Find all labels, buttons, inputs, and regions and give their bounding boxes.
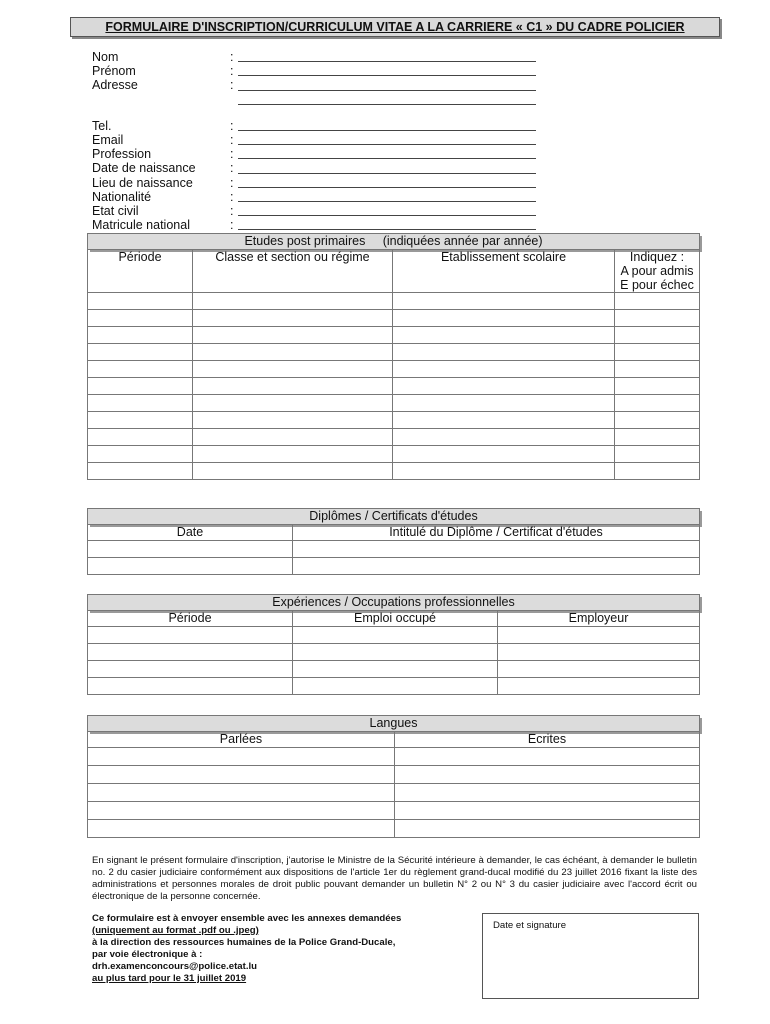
table-cell[interactable] [393, 429, 615, 446]
table-row [88, 784, 700, 802]
table-row [88, 820, 700, 838]
send-line-3: à la direction des ressources humaines de la Police Grand-Ducale, [92, 937, 396, 948]
col-parlees: Parlées [88, 732, 395, 748]
table-cell[interactable] [615, 395, 700, 412]
table-cell[interactable] [88, 446, 193, 463]
table-cell[interactable] [393, 412, 615, 429]
field-label: Nationalité [92, 189, 152, 204]
field-row [92, 161, 552, 175]
table-cell[interactable] [615, 327, 700, 344]
field-colon: : [230, 175, 234, 190]
table-cell[interactable] [88, 784, 395, 802]
send-line-2: (uniquement au format .pdf ou .jpeg) [92, 925, 259, 936]
col-emploi: Emploi occupé [293, 611, 498, 627]
field-input-line[interactable] [238, 104, 536, 105]
table-cell[interactable] [88, 310, 193, 327]
col-employeur: Employeur [498, 611, 700, 627]
field-label: Profession [92, 147, 152, 162]
diplomas-title: Diplômes / Certificats d'études [88, 509, 700, 525]
table-cell[interactable] [293, 627, 498, 644]
personal-fields [92, 50, 552, 232]
table-cell[interactable] [393, 463, 615, 480]
field-colon: : [230, 147, 234, 162]
field-row [92, 176, 552, 190]
table-row [88, 412, 700, 429]
col-classe: Classe et section ou régime [193, 250, 393, 293]
table-cell[interactable] [393, 293, 615, 310]
field-row [92, 190, 552, 204]
col-periode: Période [88, 250, 193, 293]
diplomas-table [87, 508, 700, 575]
field-label: Date de naissance [92, 161, 196, 176]
table-row [88, 802, 700, 820]
table-row [88, 766, 700, 784]
field-colon: : [230, 78, 234, 93]
languages-table [87, 715, 700, 838]
table-cell[interactable] [88, 558, 293, 575]
field-input-line[interactable] [238, 215, 536, 216]
table-cell[interactable] [393, 446, 615, 463]
table-cell[interactable] [615, 361, 700, 378]
table-cell[interactable] [393, 395, 615, 412]
field-colon: : [230, 218, 234, 233]
field-row [92, 93, 552, 107]
table-cell[interactable] [293, 661, 498, 678]
table-cell[interactable] [615, 446, 700, 463]
table-cell[interactable] [293, 644, 498, 661]
table-cell[interactable] [393, 310, 615, 327]
field-colon: : [230, 50, 234, 64]
table-cell[interactable] [293, 678, 498, 695]
signature-label: Date et signature [493, 920, 567, 931]
field-input-line[interactable] [238, 173, 536, 174]
table-row [88, 395, 700, 412]
table-cell[interactable] [193, 310, 393, 327]
table-cell[interactable] [193, 361, 393, 378]
field-row [92, 64, 552, 78]
table-cell[interactable] [498, 678, 700, 695]
field-colon: : [230, 189, 234, 204]
table-row [88, 661, 700, 678]
table-cell[interactable] [615, 412, 700, 429]
col-date: Date [88, 525, 293, 541]
send-line-1: Ce formulaire est à envoyer ensemble avec les annexes demandées [92, 913, 402, 924]
table-cell[interactable] [193, 446, 393, 463]
table-row [88, 310, 700, 327]
col-exp-periode: Période [88, 611, 293, 627]
table-cell[interactable] [88, 644, 293, 661]
col-ecrites: Ecrites [395, 732, 700, 748]
field-colon: : [230, 118, 234, 133]
table-row [88, 541, 700, 558]
field-input-line[interactable] [238, 229, 536, 230]
table-cell[interactable] [193, 429, 393, 446]
table-cell[interactable] [393, 361, 615, 378]
table-cell[interactable] [615, 463, 700, 480]
field-input-line[interactable] [238, 201, 536, 202]
table-cell[interactable] [88, 463, 193, 480]
table-row [88, 361, 700, 378]
table-cell[interactable] [193, 378, 393, 395]
form-title: FORMULAIRE D'INSCRIPTION/CURRICULUM VITAE A LA CARRIERE « C1 » DU CADRE POLICIER [70, 17, 720, 37]
table-row [88, 344, 700, 361]
table-cell[interactable] [88, 678, 293, 695]
field-colon: : [230, 161, 234, 176]
table-cell[interactable] [498, 644, 700, 661]
studies-title: Etudes post primaires (indiquées année par année) [88, 234, 700, 250]
indiquez-line-1: Indiquez : [629, 250, 685, 264]
field-input-line[interactable] [238, 75, 536, 76]
table-cell[interactable] [88, 748, 395, 766]
experiences-title: Expériences / Occupations professionnelles [88, 595, 700, 611]
deadline: au plus tard pour le 31 juillet 2019 [92, 973, 247, 984]
signature-box[interactable] [482, 913, 699, 999]
table-cell[interactable] [88, 412, 193, 429]
indiquez-line-2: A pour admis [620, 264, 694, 278]
field-label: Nom [92, 50, 119, 64]
table-cell[interactable] [293, 558, 700, 575]
table-cell[interactable] [88, 661, 293, 678]
table-cell[interactable] [193, 412, 393, 429]
experiences-table [87, 594, 700, 695]
table-cell[interactable] [393, 344, 615, 361]
table-cell[interactable] [88, 766, 395, 784]
table-row [88, 558, 700, 575]
field-input-line[interactable] [238, 90, 536, 91]
indiquez-line-3: E pour échec [620, 278, 694, 292]
field-input-line[interactable] [238, 130, 536, 131]
table-cell[interactable] [615, 344, 700, 361]
table-cell[interactable] [615, 378, 700, 395]
table-row [88, 748, 700, 766]
table-cell[interactable] [293, 541, 700, 558]
submission-instructions [92, 913, 462, 985]
table-cell[interactable] [88, 378, 193, 395]
field-row [92, 133, 552, 147]
table-cell[interactable] [393, 327, 615, 344]
field-label: Prénom [92, 64, 136, 79]
field-label: Adresse [92, 78, 138, 93]
field-row [92, 50, 552, 64]
table-row [88, 644, 700, 661]
table-cell[interactable] [193, 344, 393, 361]
field-row [92, 218, 552, 232]
table-cell[interactable] [88, 802, 395, 820]
table-cell[interactable] [88, 541, 293, 558]
field-label: Etat civil [92, 203, 139, 218]
table-row [88, 627, 700, 644]
field-label: Tel. [92, 118, 112, 133]
field-input-line[interactable] [238, 187, 536, 188]
send-line-4: par voie électronique à : [92, 949, 203, 960]
field-label: Email [92, 132, 124, 147]
table-cell[interactable] [395, 802, 700, 820]
field-input-line[interactable] [238, 144, 536, 145]
table-cell[interactable] [395, 748, 700, 766]
table-cell[interactable] [395, 766, 700, 784]
table-cell[interactable] [393, 378, 615, 395]
table-cell[interactable] [88, 361, 193, 378]
col-indiquez [615, 250, 700, 293]
table-row [88, 293, 700, 310]
field-row [92, 204, 552, 218]
studies-table [87, 233, 700, 480]
field-input-line[interactable] [238, 158, 536, 159]
table-cell[interactable] [88, 344, 193, 361]
table-cell[interactable] [88, 293, 193, 310]
contact-email: drh.examenconcours@police.etat.lu [92, 961, 258, 972]
table-cell[interactable] [193, 395, 393, 412]
table-row [88, 463, 700, 480]
table-cell[interactable] [88, 429, 193, 446]
table-cell[interactable] [615, 310, 700, 327]
table-row [88, 378, 700, 395]
col-intitule: Intitulé du Diplôme / Certificat d'études [293, 525, 700, 541]
table-row [88, 678, 700, 695]
col-etablissement: Etablissement scolaire [393, 250, 615, 293]
table-row [88, 429, 700, 446]
table-cell[interactable] [395, 820, 700, 838]
table-cell[interactable] [193, 463, 393, 480]
languages-title: Langues [88, 716, 700, 732]
table-cell[interactable] [88, 627, 293, 644]
table-row [88, 327, 700, 344]
consent-notice: En signant le présent formulaire d'inscription, j'autorise le Ministre de la Sécurité intérieure à demander, le cas échéant, à demander le bulletin no. 2 du casier judiciaire conformément aux dispositions de l'article 1er du règlement grand-ducal modifié du 23 juillet 2016 fixant la liste des administrations et personnes morales de droit public pouvant demander un bulletin N° 2 ou N° 3 du casier judiciaire avec l'accord écrit ou électronique de la personne concernée. [92, 855, 697, 902]
table-cell[interactable] [88, 395, 193, 412]
field-row [92, 119, 552, 133]
table-row [88, 446, 700, 463]
field-label: Lieu de naissance [92, 175, 193, 190]
table-cell[interactable] [193, 293, 393, 310]
table-cell[interactable] [615, 429, 700, 446]
field-row [92, 78, 552, 92]
table-cell[interactable] [498, 661, 700, 678]
field-colon: : [230, 64, 234, 79]
table-cell[interactable] [88, 327, 193, 344]
table-cell[interactable] [498, 627, 700, 644]
table-cell[interactable] [395, 784, 700, 802]
table-cell[interactable] [615, 293, 700, 310]
field-input-line[interactable] [238, 61, 536, 62]
field-row [92, 147, 552, 161]
field-label: Matricule national [92, 218, 190, 233]
table-cell[interactable] [193, 327, 393, 344]
field-colon: : [230, 132, 234, 147]
field-colon: : [230, 203, 234, 218]
table-cell[interactable] [88, 820, 395, 838]
